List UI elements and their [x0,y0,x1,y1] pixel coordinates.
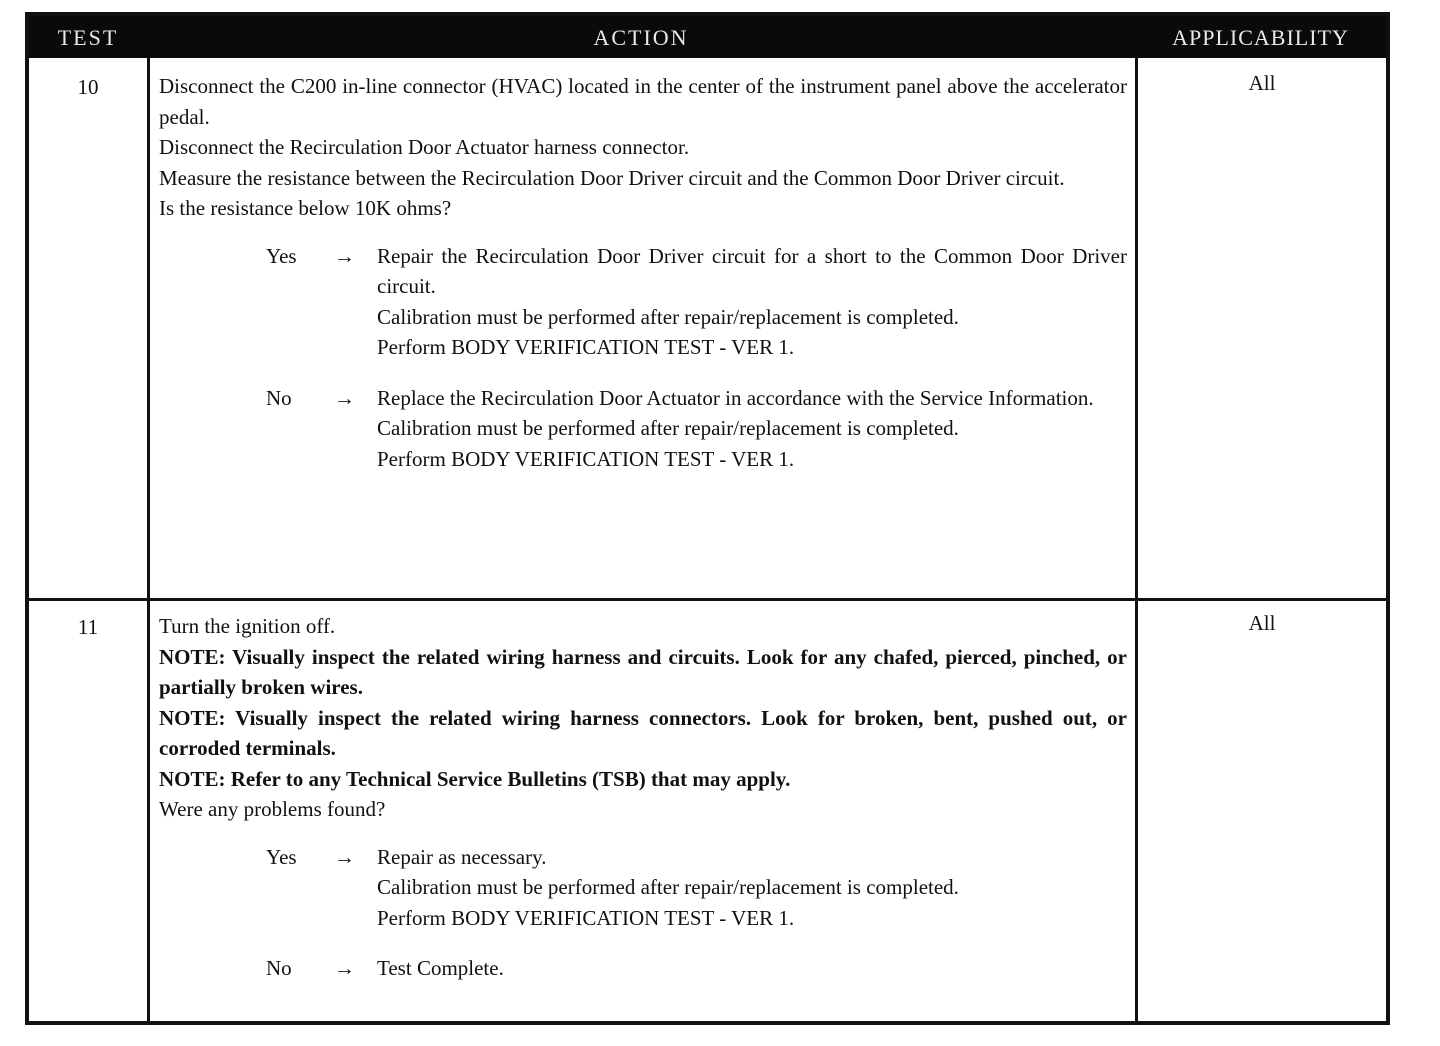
table-header [29,16,1386,58]
no-branch [266,953,1127,984]
note-line: NOTE: Visually inspect the related wiring harness connectors. Look for broken, bent, pushed out, or corroded terminals. [159,705,1127,760]
right-arrow-icon: → [334,385,355,410]
branch-line: Repair the Recirculation Door Driver circuit for a short to the Common Door Driver circuit. [377,243,1127,298]
action-line: Turn the ignition off. [159,614,336,638]
note-line: NOTE: Refer to any Technical Service Bulletins (TSB) that may apply. [159,766,791,791]
branch-line: Replace the Recirculation Door Actuator in accordance with the Service Information. [377,385,1094,410]
header-applicability: APPLICABILITY [1172,25,1349,50]
branch-line: Perform BODY VERIFICATION TEST - VER 1. [377,905,795,930]
yes-label: Yes [266,844,297,869]
no-branch [266,383,1127,475]
yes-branch [266,241,1127,363]
header-test: TEST [57,25,119,50]
branch-line: Calibration must be performed after repair/replacement is completed. [377,304,959,329]
diagnostic-table [25,12,1390,1025]
yes-label: Yes [266,243,297,268]
right-arrow-icon: → [334,243,355,268]
right-arrow-icon: → [334,844,355,869]
header-action: ACTION [593,25,689,50]
branch-line: Perform BODY VERIFICATION TEST - VER 1. [377,335,795,359]
action-cell [159,71,1127,474]
branch-line: Perform BODY VERIFICATION TEST - VER 1. [377,446,795,471]
applicability-value: All [1248,611,1276,635]
table-row [29,61,1386,598]
test-number: 11 [77,615,99,639]
test-number: 10 [77,75,99,99]
right-arrow-icon: → [334,956,355,980]
question-line: Were any problems found? [159,797,386,821]
action-line: Disconnect the C200 in-line connector (HVAC) located in the center of the instrument panel above the accelerator pedal. [159,74,1127,129]
yes-branch [266,842,1127,934]
table-row [29,601,1386,1021]
action-cell [159,611,1127,984]
no-label: No [266,385,292,410]
branch-line: Repair as necessary. [377,844,547,869]
note-line: NOTE: Visually inspect the related wiring harness and circuits. Look for any chafed, pierced, pinched, or partially broken wires. [159,644,1127,699]
action-line: Is the resistance below 10K ohms? [159,196,452,220]
applicability-value: All [1248,71,1276,95]
branch-line: Calibration must be performed after repair/replacement is completed. [377,875,959,899]
branch-line: Test Complete. [377,956,504,980]
no-label: No [266,956,292,980]
branch-line: Calibration must be performed after repair/replacement is completed. [377,416,959,440]
action-line: Measure the resistance between the Recirculation Door Driver circuit and the Common Door Driver circuit. [159,165,1065,190]
action-line: Disconnect the Recirculation Door Actuator harness connector. [159,135,690,159]
